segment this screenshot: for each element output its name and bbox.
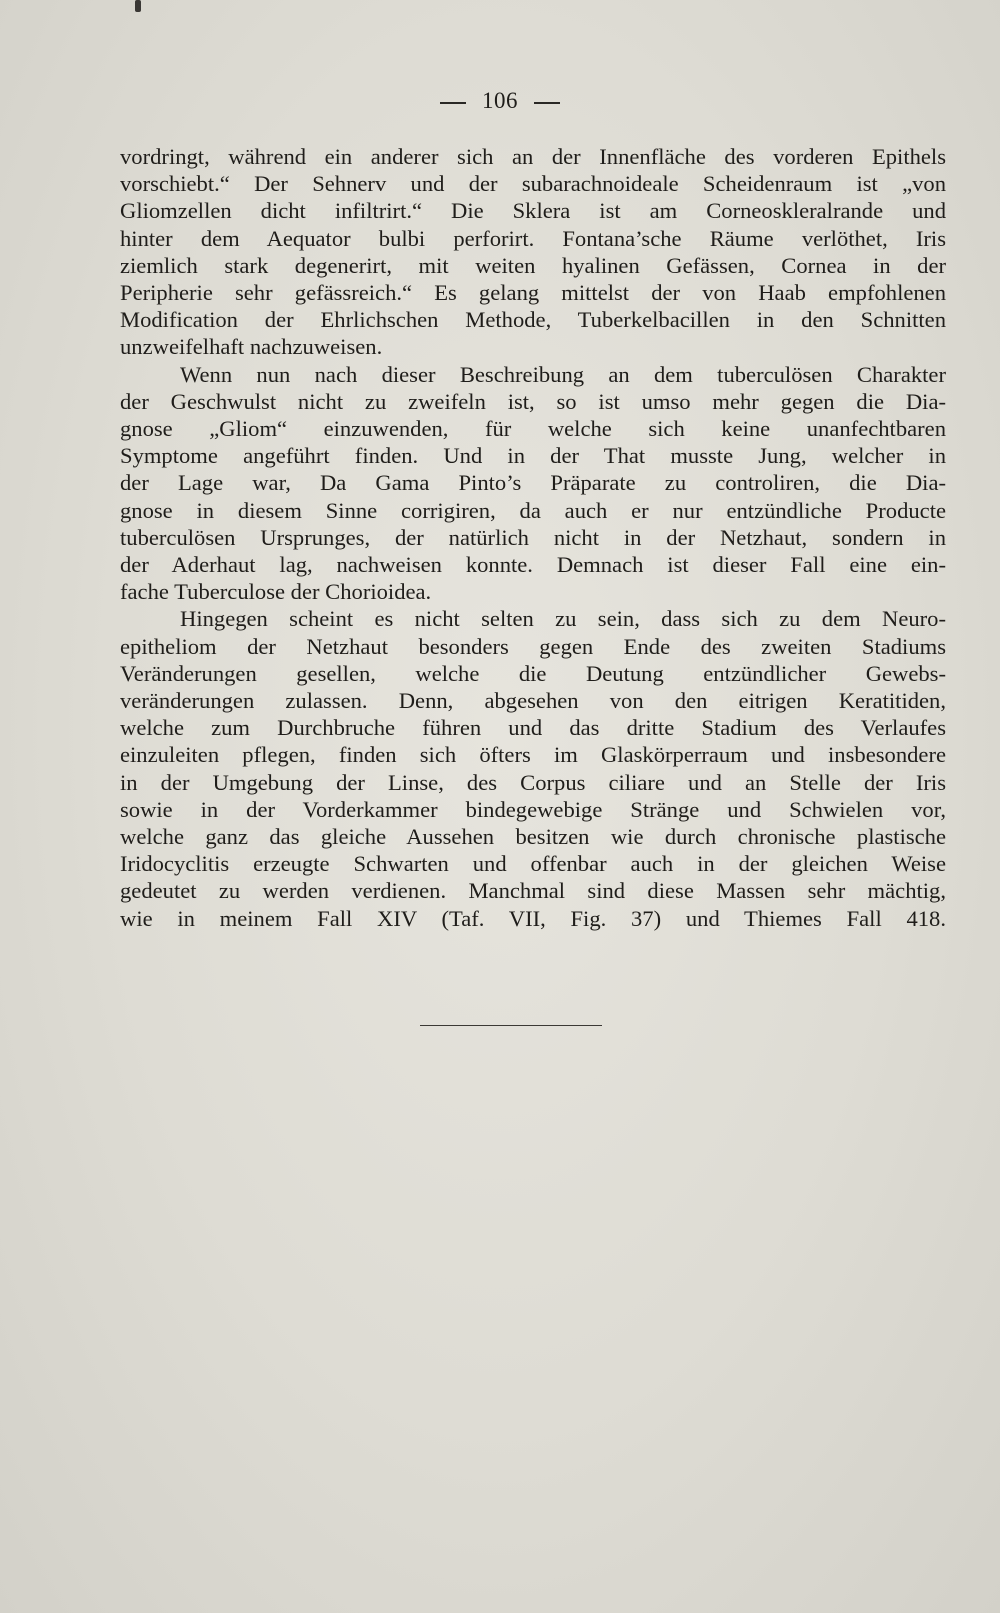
text-line: epitheliom der Netzhaut besonders gegen Ende des zweiten Stadiums [120, 633, 946, 659]
text-line: unzweifelhaft nachzuweisen. [120, 334, 383, 360]
paragraph-first-line: Wenn nun nach dieser Beschreibung an dem tuberculösen Charakter [180, 361, 946, 387]
text-line: gnose in diesem Sinne corrigiren, da auch er nur entzündliche Producte [120, 497, 946, 523]
text-line: vorschiebt.“ Der Sehnerv und der subarachnoideale Scheidenraum ist „von [120, 171, 946, 197]
section-end-rule [420, 1025, 602, 1026]
header-dash-left [440, 102, 466, 104]
text-line: tuberculösen Ursprunges, der natürlich nicht in der Netzhaut, sondern in [120, 524, 946, 550]
text-line: welche zum Durchbruche führen und das dritte Stadium des Verlaufes [120, 715, 946, 741]
header-dash-right [534, 102, 560, 104]
text-line: sowie in der Vorderkammer bindegewebige Stränge und Schwielen vor, [120, 796, 946, 822]
text-line: gedeutet zu werden verdienen. Manchmal sind diese Massen sehr mächtig, [120, 878, 946, 904]
text-line: Peripherie sehr gefässreich.“ Es gelang mittelst der von Haab empfohlenen [120, 280, 946, 306]
text-line: Symptome angeführt finden. Und in der That musste Jung, welcher in [120, 443, 946, 469]
text-line: der Lage war, Da Gama Pinto’s Präparate zu controliren, die Dia- [120, 470, 946, 496]
text-line: der Aderhaut lag, nachweisen konnte. Demnach ist dieser Fall eine ein- [120, 552, 946, 578]
text-line: veränderungen zulassen. Denn, abgesehen von den eitrigen Keratitiden, [120, 688, 946, 714]
page-number: 106 [482, 88, 518, 113]
body-text [120, 143, 946, 932]
page-header [0, 88, 1000, 114]
text-line: der Geschwulst nicht zu zweifeln ist, so ist umso mehr gegen die Dia- [120, 388, 946, 414]
text-line: hinter dem Aequator bulbi perforirt. Fontana’sche Räume verlöthet, Iris [120, 225, 946, 251]
text-line: Veränderungen gesellen, welche die Deutung entzündlicher Gewebs- [120, 660, 946, 686]
text-line: fache Tuberculose der Chorioidea. [120, 579, 432, 605]
text-line: ziemlich stark degenerirt, mit weiten hyalinen Gefässen, Cornea in der [120, 252, 946, 278]
text-line: Iridocyclitis erzeugte Schwarten und offenbar auch in der gleichen Weise [120, 851, 946, 877]
text-line: Modification der Ehrlichschen Methode, Tuberkelbacillen in den Schnitten [120, 307, 946, 333]
text-line: wie in meinem Fall XIV (Taf. VII, Fig. 37) und Thiemes Fall 418. [120, 905, 946, 931]
text-line: in der Umgebung der Linse, des Corpus ciliare und an Stelle der Iris [120, 769, 946, 795]
text-line: einzuleiten pflegen, finden sich öfters im Glaskörperraum und insbesondere [120, 742, 946, 768]
text-line: vordringt, während ein anderer sich an der Innenfläche des vorderen Epithels [120, 144, 946, 169]
ink-speck [135, 0, 141, 12]
text-line: gnose „Gliom“ einzuwenden, für welche sich keine unanfechtbaren [120, 416, 946, 442]
text-line: welche ganz das gleiche Aussehen besitzen wie durch chronische plastische [120, 824, 946, 850]
text-line: Gliomzellen dicht infiltrirt.“ Die Sklera ist am Corneoskleralrande und [120, 198, 946, 224]
paragraph-first-line: Hingegen scheint es nicht selten zu sein, dass sich zu dem Neuro- [180, 606, 946, 632]
